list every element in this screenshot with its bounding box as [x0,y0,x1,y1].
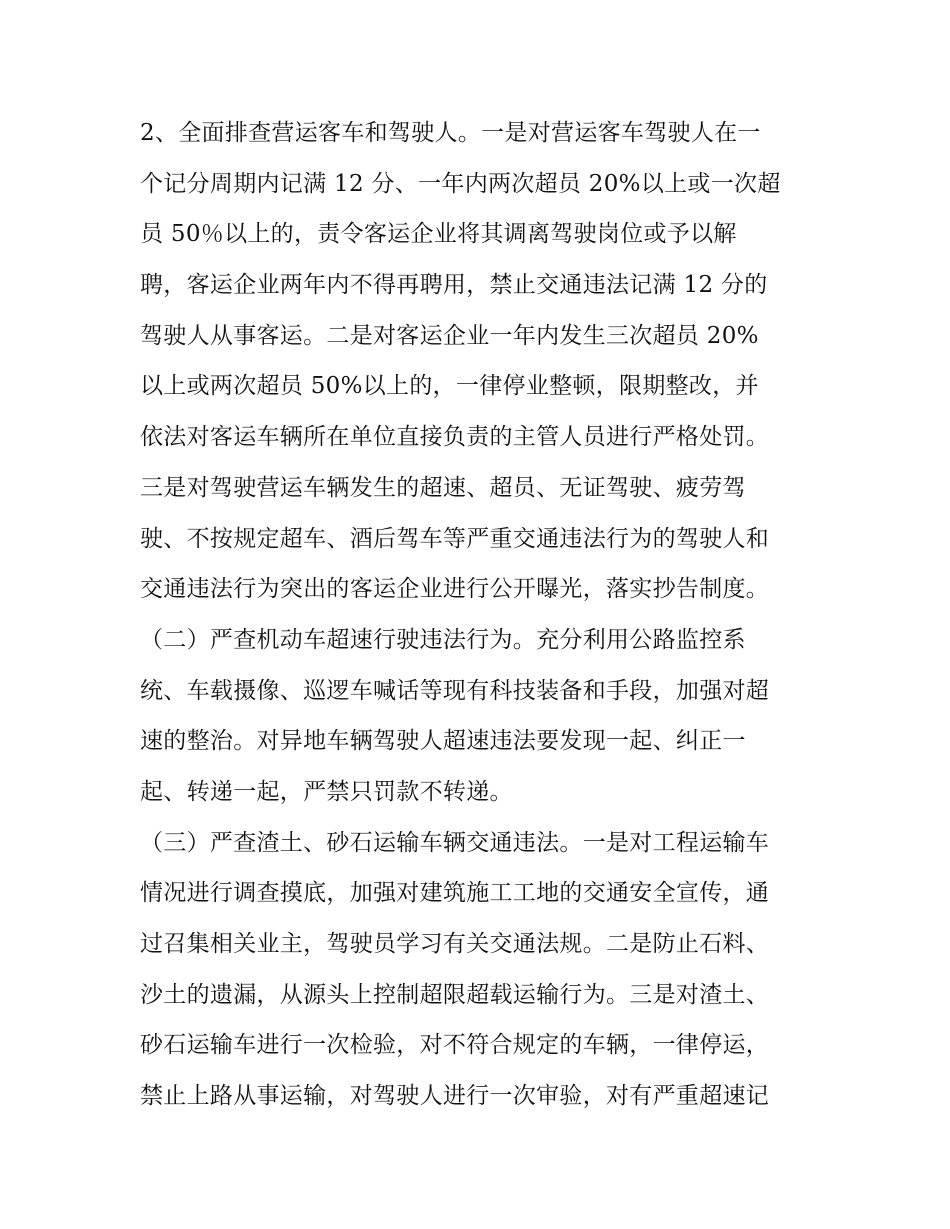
text-line: 交通违法行为突出的客运企业进行公开曝光，落实抄告制度。 [140,576,770,603]
text-line: 统、车载摄像、巡逻车喊话等现有科技装备和手段，加强对超 [140,677,770,704]
text-line: 三是对驾驶营运车辆发生的超速、超员、无证驾驶、疲劳驾 [140,474,746,501]
text-line: 驶、不按规定超车、酒后驾车等严重交通违法行为的驾驶人和 [140,525,770,552]
text-line: 员 50％以上的，责令客运企业将其调离驾驶岗位或予以解 [140,221,737,248]
text-line: 过召集相关业主，驾驶员学习有关交通法规。二是防止石料、 [140,931,770,957]
text-line: 聘，客运企业两年内不得再聘用，禁止交通违法记满 12 分的 [140,272,768,299]
text-line: 驾驶人从事客运。二是对客运企业一年内发生三次超员 20% [140,322,759,349]
text-line: 依法对客运车辆所在单位直接负责的主管人员进行严格处罚。 [140,424,770,451]
text-line: 沙土的遗漏，从源头上控制超限超载运输行为。三是对渣土、 [140,981,770,1008]
text-line: 起、转递一起，严禁只罚款不转递。 [140,778,513,805]
text-line: 砂石运输车进行一次检验，对不符合规定的车辆，一律停运， [140,1032,770,1059]
text-line: 个记分周期内记满 12 分、一年内两次超员 20%以上或一次超 [140,170,781,197]
text-line: 以上或两次超员 50%以上的，一律停业整顿，限期整改，并 [140,373,759,400]
text-line: 情况进行调查摸底，加强对建筑施工工地的交通安全宣传，通 [140,880,770,907]
text-line: 速的整治。对异地车辆驾驶人超速违法要发现一起、纠正一 [140,728,746,755]
text-line: 2、全面排查营运客车和驾驶人。一是对营运客车驾驶人在一 [140,120,761,146]
body-text [140,108,830,1122]
section-heading-line: （三）严查渣土、砂石运输车辆交通违法。一是对工程运输车 [140,829,770,856]
text-line: 禁止上路从事运输，对驾驶人进行一次审验，对有严重超速记 [140,1083,770,1110]
section-heading-line: （二）严查机动车超速行驶违法行为。充分利用公路监控系 [140,626,746,653]
